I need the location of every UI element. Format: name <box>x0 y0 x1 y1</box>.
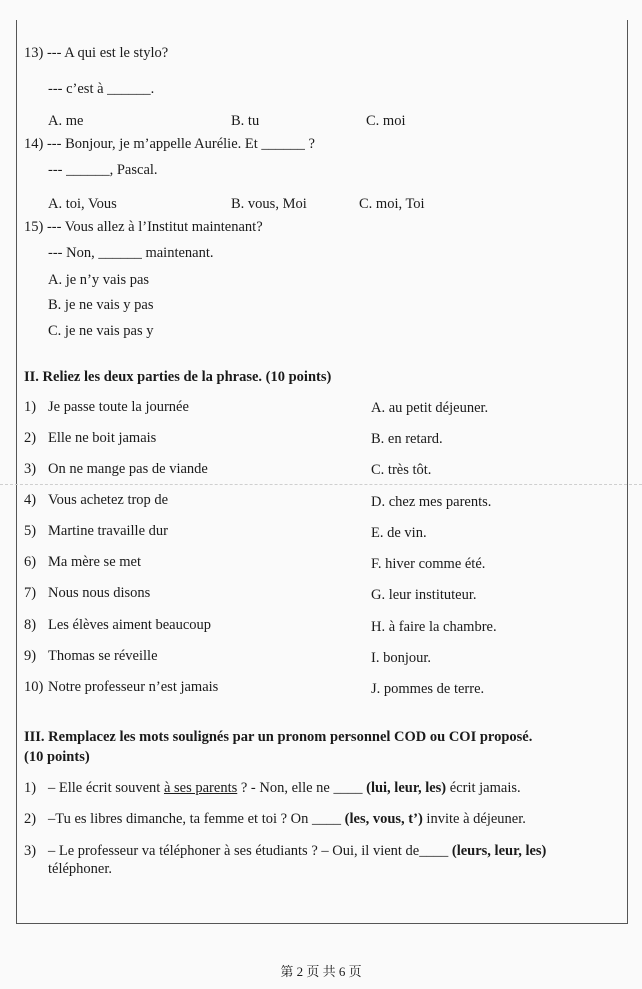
match-right-text: I. bonjour. <box>371 650 432 666</box>
exercise-2-sentence <box>48 812 526 828</box>
q15-option-a: A. je n’y vais pas <box>48 272 150 288</box>
match-right-text: H. à faire la chambre. <box>371 619 497 635</box>
match-left-number: 2) <box>24 430 37 446</box>
match-left-text: Elle ne boit jamais <box>48 430 157 446</box>
match-left-number: 3) <box>24 461 37 477</box>
exercise-3-continuation: téléphoner. <box>48 861 113 877</box>
q14-question: 14) --- Bonjour, je m’appelle Aurélie. Et ______ ? <box>24 136 315 152</box>
exercise-text: ? - Non, elle ne ____ <box>237 780 367 796</box>
underlined-phrase: à ses parents <box>163 780 238 796</box>
match-left-text: Nous nous disons <box>48 585 151 601</box>
match-left-text: Vous achetez trop de <box>48 492 169 508</box>
match-left-number: 10) <box>24 679 44 695</box>
q14-option-b: B. vous, Moi <box>231 196 307 212</box>
exercise-number: 3) <box>24 843 37 859</box>
match-left-number: 4) <box>24 492 37 508</box>
q15-option-b: B. je ne vais y pas <box>48 297 154 313</box>
exercise-3-sentence <box>48 844 546 860</box>
q13-option-c: C. moi <box>366 113 406 129</box>
exercise-number: 2) <box>24 811 37 827</box>
section3-title: III. Remplacez les mots soulignés par un pronom personnel COD ou COI proposé. <box>24 729 533 745</box>
match-right-text: D. chez mes parents. <box>371 494 492 510</box>
q15-option-c: C. je ne vais pas y <box>48 323 154 339</box>
match-left-text: Martine travaille dur <box>48 523 168 539</box>
exercise-1-sentence <box>48 781 521 797</box>
match-left-number: 1) <box>24 399 37 415</box>
q15-question: 15) --- Vous allez à l’Institut maintenant? <box>24 219 263 235</box>
pronoun-choices: (lui, leur, les) <box>366 780 447 796</box>
match-left-text: Notre professeur n’est jamais <box>48 679 219 695</box>
pronoun-choices: (les, vous, t’) <box>344 811 423 827</box>
match-right-text: E. de vin. <box>371 525 427 541</box>
match-right-text: J. pommes de terre. <box>371 681 485 697</box>
match-left-text: On ne mange pas de viande <box>48 461 208 477</box>
section3-title-points: (10 points) <box>24 749 90 765</box>
q14-option-a: A. toi, Vous <box>48 196 117 212</box>
match-right-text: A. au petit déjeuner. <box>371 400 489 416</box>
exercise-text: – Le professeur va téléphoner à ses étudiants ? – Oui, il vient de____ <box>48 843 452 859</box>
pronoun-choices: (leurs, leur, les) <box>451 843 547 859</box>
paper-fold-line <box>0 484 642 485</box>
q13-option-b: B. tu <box>231 113 260 129</box>
exercise-text: écrit jamais. <box>446 780 521 796</box>
match-right-text: B. en retard. <box>371 431 443 447</box>
match-left-text: Les élèves aiment beaucoup <box>48 617 212 633</box>
q15-answer: --- Non, ______ maintenant. <box>48 245 214 261</box>
match-left-text: Je passe toute la journée <box>48 399 189 415</box>
match-left-number: 8) <box>24 617 37 633</box>
exercise-text: –Tu es libres dimanche, ta femme et toi ? On ____ <box>48 811 345 827</box>
match-left-number: 5) <box>24 523 37 539</box>
section2-title: II. Reliez les deux parties de la phrase. (10 points) <box>24 369 332 385</box>
match-left-text: Thomas se réveille <box>48 648 158 664</box>
q13-answer: --- c’est à ______. <box>48 81 155 97</box>
match-right-text: C. très tôt. <box>371 462 432 478</box>
exercise-text: invite à déjeuner. <box>422 811 526 827</box>
page-number-footer: 第 2 页 共 6 页 <box>280 964 362 979</box>
match-left-number: 9) <box>24 648 37 664</box>
q13-option-a: A. me <box>48 113 84 129</box>
match-left-number: 6) <box>24 554 37 570</box>
q14-answer: --- ______, Pascal. <box>48 162 158 178</box>
q14-option-c: C. moi, Toi <box>359 196 425 212</box>
match-right-text: G. leur instituteur. <box>371 587 477 603</box>
match-left-text: Ma mère se met <box>48 554 142 570</box>
exercise-text: – Elle écrit souvent <box>48 780 164 796</box>
exercise-number: 1) <box>24 780 37 796</box>
q13-question: 13) --- A qui est le stylo? <box>24 45 169 61</box>
match-right-text: F. hiver comme été. <box>371 556 486 572</box>
match-left-number: 7) <box>24 585 37 601</box>
